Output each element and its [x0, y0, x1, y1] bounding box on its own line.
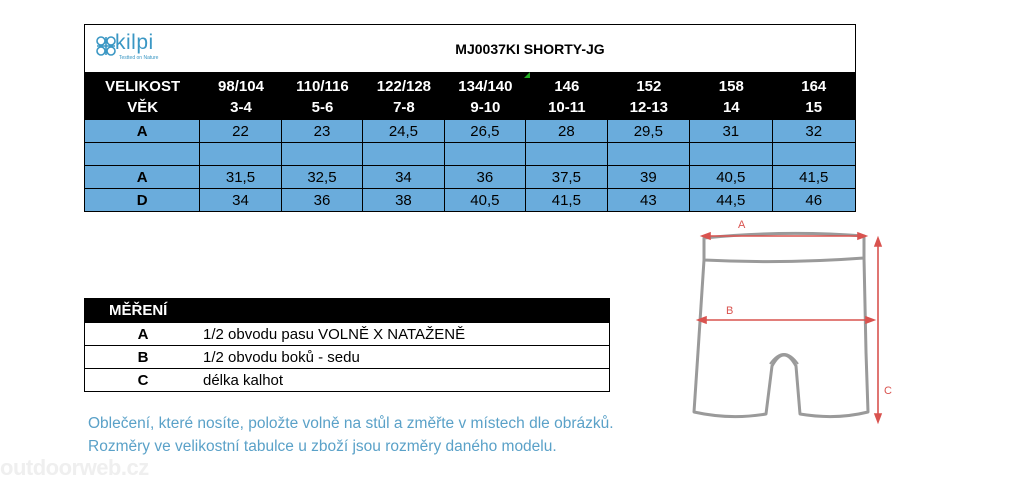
label-b: B — [726, 305, 734, 317]
measurement-row — [85, 322, 609, 345]
size-cell: 146 — [554, 78, 580, 95]
table-cell — [773, 142, 855, 165]
measurement-row — [85, 368, 609, 391]
logo-tagline: Testted on Nature — [119, 55, 159, 61]
cell-comment-marker-icon — [524, 72, 530, 78]
age-cell: 7-8 — [393, 99, 415, 116]
age-cell: 15 — [805, 99, 823, 116]
measurement-desc: 1/2 obvodu pasu VOLNĚ X NATAŽENĚ — [203, 325, 466, 343]
row-label — [85, 142, 200, 165]
size-cell: 164 — [801, 78, 827, 95]
row-label: VELIKOST — [105, 78, 181, 95]
measurement-key: A — [137, 325, 149, 343]
size-cell: 110/116 — [296, 78, 349, 95]
table-cell: 38 — [363, 188, 444, 211]
table-header — [85, 25, 855, 73]
size-cell: 134/140 — [458, 78, 513, 95]
age-cell: 5-6 — [311, 99, 334, 116]
table-cell: 44,5 — [690, 188, 772, 211]
table-cell: 28 — [526, 119, 607, 142]
measurement-desc: 1/2 obvodu boků - sedu — [203, 348, 360, 366]
table-cell: 32 — [773, 119, 855, 142]
measurement-table — [84, 298, 610, 392]
table-cell: 41,5 — [773, 165, 855, 188]
size-cell: 98/104 — [218, 78, 264, 95]
row-label: A — [85, 119, 200, 142]
table-cell: 31,5 — [200, 165, 281, 188]
table-row — [85, 165, 855, 188]
table-cell: 37,5 — [526, 165, 607, 188]
age-cell: 9-10 — [470, 99, 501, 116]
table-cell — [445, 142, 526, 165]
table-cell: 39 — [608, 165, 690, 188]
row-label: VĚK — [127, 99, 159, 116]
table-cell — [200, 142, 281, 165]
table-cell: 40,5 — [445, 188, 526, 211]
logo-wordmark: kilpi — [115, 31, 154, 54]
table-cell: 40,5 — [690, 165, 772, 188]
measurement-row — [85, 345, 609, 368]
measurement-key: C — [137, 371, 149, 389]
table-cell — [363, 142, 444, 165]
size-cell: 122/128 — [376, 78, 432, 95]
table-cell: 43 — [608, 188, 690, 211]
table-cell: 31 — [690, 119, 772, 142]
measurement-desc: délka kalhot — [203, 371, 284, 389]
table-row — [85, 188, 855, 211]
age-cell: 10-11 — [548, 99, 586, 116]
table-cell — [690, 142, 772, 165]
table-cell: 41,5 — [526, 188, 607, 211]
age-cell: 3-4 — [230, 99, 252, 116]
measurement-key: B — [137, 348, 149, 366]
age-row — [85, 96, 855, 119]
table-cell: 34 — [363, 165, 444, 188]
row-label: D — [85, 188, 200, 211]
shorts-outline-icon — [694, 233, 868, 416]
table-cell — [608, 142, 690, 165]
table-cell — [282, 142, 363, 165]
measurement-header: MĚŘENÍ — [85, 299, 609, 322]
size-cell: 152 — [636, 78, 662, 95]
table-cell: 23 — [282, 119, 363, 142]
table-cell: 26,5 — [445, 119, 526, 142]
table-row — [85, 142, 855, 165]
table-cell — [526, 142, 607, 165]
label-a: A — [738, 219, 746, 231]
label-c: C — [884, 385, 892, 397]
table-cell: 36 — [445, 165, 526, 188]
age-cell: 14 — [722, 99, 740, 116]
size-row — [85, 73, 855, 96]
size-cell: 158 — [718, 78, 744, 95]
table-cell: 24,5 — [363, 119, 444, 142]
table-row — [85, 119, 855, 142]
table-cell: 36 — [282, 188, 363, 211]
watermark: outdoorweb.cz — [0, 455, 149, 480]
note-line: Oblečení, které nosíte, položte volně na stůl a změřte v místech dle obrázků. — [88, 415, 614, 432]
shorts-diagram — [680, 214, 910, 434]
table-cell: 34 — [200, 188, 281, 211]
note-line: Rozměry ve velikostní tabulce u zboží jsou rozměry daného modelu. — [88, 438, 557, 455]
table-cell: 32,5 — [282, 165, 363, 188]
table-cell: 29,5 — [608, 119, 690, 142]
product-title: MJ0037KI SHORTY-JG — [455, 41, 605, 57]
table-cell: 46 — [773, 188, 855, 211]
age-cell: 12-13 — [629, 99, 669, 116]
table-cell: 22 — [200, 119, 281, 142]
row-label: A — [85, 165, 200, 188]
size-table — [84, 24, 856, 212]
